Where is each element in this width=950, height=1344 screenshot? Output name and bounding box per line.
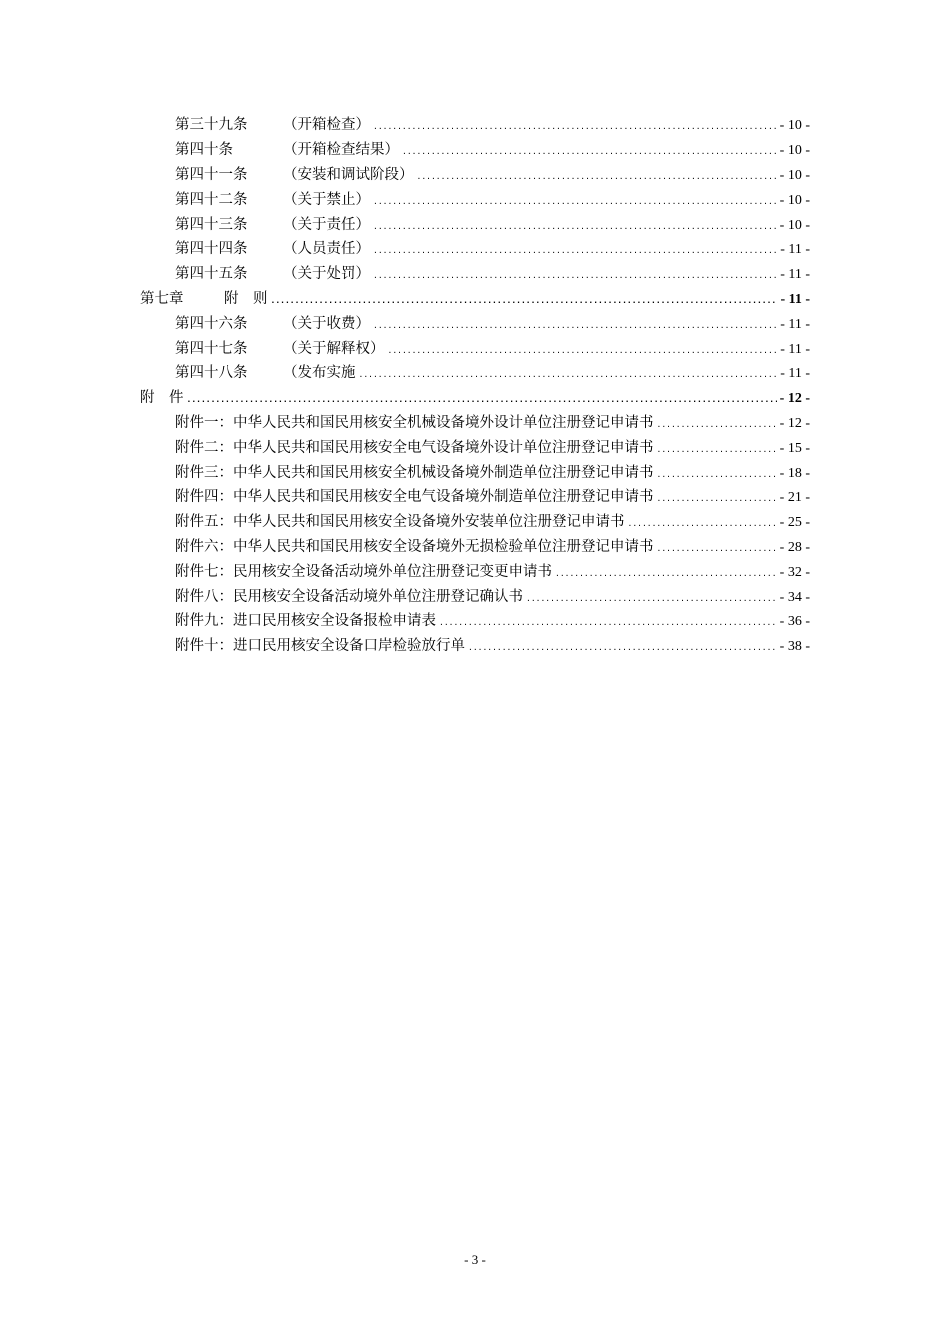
toc-entry-line xyxy=(175,439,810,459)
toc-entry[interactable] xyxy=(0,387,950,412)
toc-article-number: 第四十五条 xyxy=(175,266,248,283)
toc-entry-label xyxy=(175,315,370,333)
toc-page-number: - 10 - xyxy=(779,192,810,208)
toc-entry-label xyxy=(175,414,654,432)
toc-page-number: - 34 - xyxy=(779,589,810,605)
toc-dot-leader xyxy=(373,267,777,285)
toc-entry[interactable] xyxy=(0,486,950,511)
toc-entry-line xyxy=(175,414,810,434)
toc-entry-title: 附件二：中华人民共和国民用核安全电气设备境外设计单位注册登记申请书 xyxy=(175,439,654,456)
toc-entry-title: （人员责任） xyxy=(283,241,370,258)
toc-dot-leader xyxy=(657,466,777,484)
toc-entry-line xyxy=(175,240,810,260)
toc-dot-leader xyxy=(271,292,778,310)
toc-entry-label xyxy=(140,290,268,308)
toc-article-number: 第四十一条 xyxy=(175,166,248,183)
toc-page-number: - 11 - xyxy=(780,341,810,357)
table-of-contents xyxy=(0,114,950,660)
toc-entry-title: 附件三：中华人民共和国民用核安全机械设备境外制造单位注册登记申请书 xyxy=(175,464,654,481)
toc-dot-leader xyxy=(417,168,777,186)
toc-entry-line xyxy=(175,340,810,360)
toc-entry-title: （关于收费） xyxy=(283,315,370,332)
toc-entry-label xyxy=(175,216,370,234)
toc-page-number: - 10 - xyxy=(779,217,810,233)
toc-entry-label xyxy=(175,488,654,506)
toc-entry[interactable] xyxy=(0,560,950,585)
toc-page-number: - 10 - xyxy=(779,143,810,159)
toc-entry-title: 附件五：中华人民共和国民用核安全设备境外安装单位注册登记申请书 xyxy=(175,514,625,531)
toc-entry[interactable] xyxy=(0,412,950,437)
toc-article-number: 第四十三条 xyxy=(175,216,248,233)
toc-dot-leader xyxy=(555,565,777,583)
toc-entry-label xyxy=(175,364,356,382)
toc-entry-title: （开箱检查） xyxy=(283,117,370,134)
toc-article-number: 第四十七条 xyxy=(175,340,248,357)
toc-entry-line xyxy=(175,116,810,136)
toc-entry-label xyxy=(175,439,654,457)
toc-entry[interactable] xyxy=(0,139,950,164)
toc-dot-leader xyxy=(373,193,777,211)
toc-article-number: 第四十八条 xyxy=(175,365,248,382)
toc-entry-title: 附件十：进口民用核安全设备口岸检验放行单 xyxy=(175,638,465,655)
toc-entry[interactable] xyxy=(0,288,950,313)
toc-entry-title: 附件九：进口民用核安全设备报检申请表 xyxy=(175,613,436,630)
toc-entry-line xyxy=(175,612,810,632)
toc-dot-leader xyxy=(388,342,778,360)
toc-entry-title: 附件一：中华人民共和国民用核安全机械设备境外设计单位注册登记申请书 xyxy=(175,414,654,431)
toc-entry[interactable] xyxy=(0,164,950,189)
toc-page-number: - 11 - xyxy=(780,291,810,307)
toc-entry[interactable] xyxy=(0,337,950,362)
toc-dot-leader xyxy=(657,540,777,558)
toc-entry-label xyxy=(175,637,465,655)
toc-entry-label xyxy=(175,340,385,358)
toc-entry-label xyxy=(175,612,436,630)
toc-entry[interactable] xyxy=(0,536,950,561)
toc-page-number: - 10 - xyxy=(779,118,810,134)
toc-entry-title: 附件六：中华人民共和国民用核安全设备境外无损检验单位注册登记申请书 xyxy=(175,538,654,555)
toc-page-number: - 11 - xyxy=(780,316,810,332)
toc-entry[interactable] xyxy=(0,188,950,213)
toc-entry-label xyxy=(175,563,552,581)
toc-dot-leader xyxy=(628,515,777,533)
toc-entry-line xyxy=(175,364,810,384)
toc-page-number: - 25 - xyxy=(779,515,810,531)
toc-dot-leader xyxy=(359,366,778,384)
toc-entry-label xyxy=(140,389,184,407)
toc-dot-leader xyxy=(468,639,777,657)
toc-dot-leader xyxy=(439,614,777,632)
toc-page-number: - 15 - xyxy=(779,440,810,456)
toc-dot-leader xyxy=(373,317,777,335)
toc-entry[interactable] xyxy=(0,238,950,263)
toc-article-number: 第四十二条 xyxy=(175,191,248,208)
toc-entry[interactable] xyxy=(0,635,950,660)
toc-entry-line xyxy=(175,265,810,285)
toc-entry-label xyxy=(175,240,370,258)
toc-entry-line xyxy=(140,290,810,310)
toc-entry-line xyxy=(175,141,810,161)
toc-entry-title: （关于责任） xyxy=(283,216,370,233)
toc-page-number: - 11 - xyxy=(780,366,810,382)
toc-entry-line xyxy=(175,216,810,236)
toc-entry-line xyxy=(175,538,810,558)
toc-entry-title: （关于解释权） xyxy=(283,340,385,357)
toc-entry-line xyxy=(140,389,810,409)
toc-entry-title: 附 则 xyxy=(224,290,268,307)
toc-entry-line xyxy=(175,166,810,186)
toc-entry-title: 附 件 xyxy=(140,390,184,407)
toc-article-number: 第三十九条 xyxy=(175,117,248,134)
toc-dot-leader xyxy=(657,490,777,508)
toc-page-number: - 11 - xyxy=(780,242,810,258)
toc-entry-title: （关于处罚） xyxy=(283,266,370,283)
toc-entry-title: （发布实施 xyxy=(283,365,356,382)
toc-page-number: - 11 - xyxy=(780,267,810,283)
toc-entry-title: （关于禁止） xyxy=(283,191,370,208)
toc-dot-leader xyxy=(187,391,777,409)
toc-entry[interactable] xyxy=(0,362,950,387)
toc-page-number: - 32 - xyxy=(779,564,810,580)
toc-entry-line xyxy=(175,488,810,508)
toc-entry[interactable] xyxy=(0,263,950,288)
toc-article-number: 第四十条 xyxy=(175,142,233,159)
toc-entry[interactable] xyxy=(0,213,950,238)
toc-page-number: - 12 - xyxy=(779,391,810,407)
toc-entry-line xyxy=(175,637,810,657)
toc-entry-label xyxy=(175,513,625,531)
toc-entry-label xyxy=(175,116,370,134)
toc-entry-label xyxy=(175,538,654,556)
toc-page-number: - 12 - xyxy=(779,415,810,431)
toc-entry-line xyxy=(175,563,810,583)
page-number-footer: - 3 - xyxy=(464,1252,486,1267)
toc-page-number: - 38 - xyxy=(779,639,810,655)
toc-entry[interactable] xyxy=(0,436,950,461)
toc-article-number: 第四十六条 xyxy=(175,315,248,332)
toc-entry-label xyxy=(175,141,399,159)
toc-entry-label xyxy=(175,191,370,209)
toc-chapter-number: 第七章 xyxy=(140,290,184,307)
toc-entry-label xyxy=(175,166,414,184)
toc-dot-leader xyxy=(657,416,777,434)
toc-page-number: - 10 - xyxy=(779,167,810,183)
toc-page-number: - 28 - xyxy=(779,539,810,555)
toc-entry[interactable] xyxy=(0,585,950,610)
toc-entry-label xyxy=(175,265,370,283)
toc-entry[interactable] xyxy=(0,511,950,536)
toc-dot-leader xyxy=(373,242,777,260)
toc-dot-leader xyxy=(402,143,777,161)
toc-entry-title: 附件七：民用核安全设备活动境外单位注册登记变更申请书 xyxy=(175,563,552,580)
toc-entry[interactable] xyxy=(0,312,950,337)
toc-dot-leader xyxy=(373,118,777,136)
toc-entry-line xyxy=(175,315,810,335)
toc-dot-leader xyxy=(526,590,777,608)
toc-entry-label xyxy=(175,588,523,606)
toc-page-number: - 18 - xyxy=(779,465,810,481)
toc-entry-title: 附件四：中华人民共和国民用核安全电气设备境外制造单位注册登记申请书 xyxy=(175,489,654,506)
toc-entry-title: （开箱检查结果） xyxy=(283,142,399,159)
toc-page-number: - 36 - xyxy=(779,614,810,630)
toc-dot-leader xyxy=(373,218,777,236)
toc-entry[interactable] xyxy=(0,114,950,139)
toc-page-number: - 21 - xyxy=(779,490,810,506)
toc-entry-title: 附件八：民用核安全设备活动境外单位注册登记确认书 xyxy=(175,588,523,605)
toc-article-number: 第四十四条 xyxy=(175,241,248,258)
toc-entry-line xyxy=(175,588,810,608)
toc-entry-line xyxy=(175,464,810,484)
toc-entry-title: （安装和调试阶段） xyxy=(283,166,414,183)
toc-entry[interactable] xyxy=(0,461,950,486)
toc-entry-label xyxy=(175,464,654,482)
toc-entry[interactable] xyxy=(0,610,950,635)
toc-dot-leader xyxy=(657,441,777,459)
toc-entry-line xyxy=(175,513,810,533)
toc-entry-line xyxy=(175,191,810,211)
